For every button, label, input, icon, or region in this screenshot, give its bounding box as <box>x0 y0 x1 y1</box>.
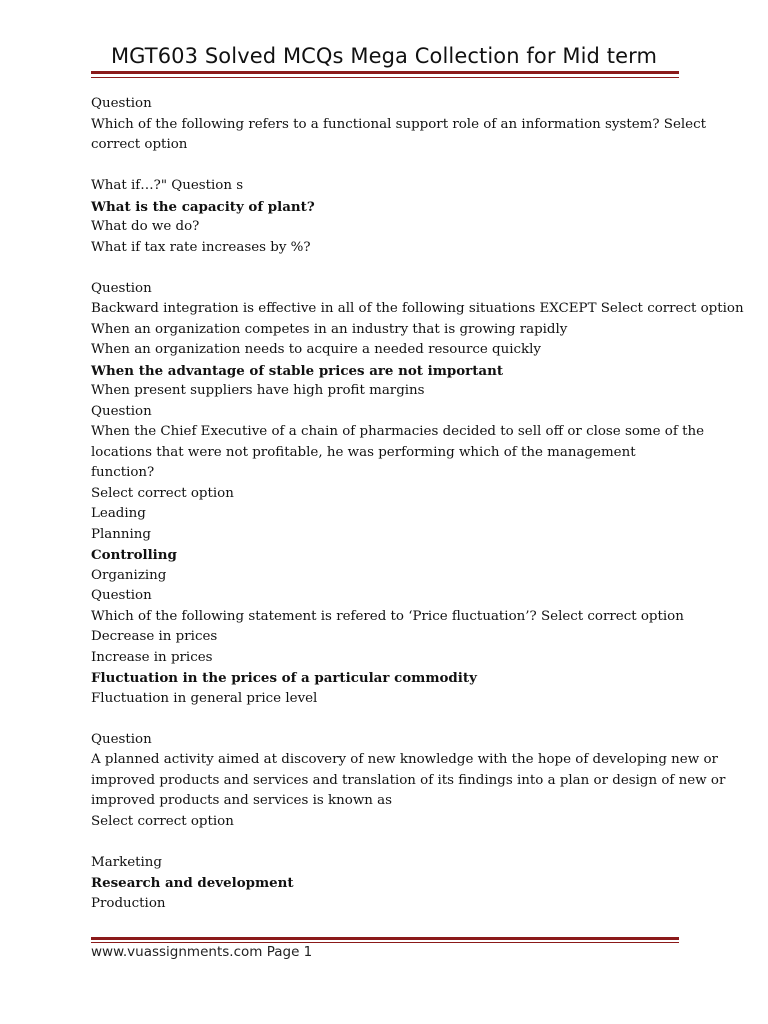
text-line: Fluctuation in general price level <box>91 690 318 706</box>
correct-answer: Controlling <box>91 547 177 563</box>
header-rule-bottom <box>91 77 679 78</box>
blank-line <box>91 258 691 279</box>
footer-rule-top <box>91 937 679 940</box>
footer-rule-bottom <box>91 942 679 943</box>
text-line: improved products and services and translation of its findings into a plan or design of new or <box>91 772 726 788</box>
text-line: Organizing <box>91 567 167 583</box>
footer-text: www.vuassignments.com Page 1 <box>91 944 313 960</box>
question-label: Question <box>91 588 152 603</box>
correct-answer: Research and development <box>91 875 294 891</box>
blank-line <box>91 156 691 177</box>
text-line: Production <box>91 895 166 911</box>
text-line: Which of the following statement is refered to ‘Price fluctuation’? Select correct option <box>91 608 684 624</box>
blank-line <box>91 709 691 730</box>
text-line: correct option <box>91 137 188 152</box>
correct-answer: When the advantage of stable prices are not important <box>91 362 504 379</box>
correct-answer: Fluctuation in the prices of a particular commodity <box>91 670 477 686</box>
text-line: Planning <box>91 526 152 542</box>
question-label: Question <box>91 96 152 111</box>
text-line: Leading <box>91 506 146 521</box>
question-label: Question <box>91 731 152 747</box>
document-body <box>91 94 744 914</box>
blank-line <box>91 832 691 853</box>
text-line: A planned activity aimed at discovery of new knowledge with the hope of developing new or <box>91 752 718 767</box>
text-line: When the Chief Executive of a chain of pharmacies decided to sell off or close some of the <box>91 424 704 439</box>
text-line: Select correct option <box>91 813 234 829</box>
text-line: function? <box>91 465 155 480</box>
text-line: When present suppliers have high profit margins <box>91 383 425 398</box>
text-line: What if tax rate increases by %? <box>91 239 311 255</box>
text-line: Select correct option <box>91 485 234 501</box>
text-line: What do we do? <box>91 219 200 234</box>
text-line: Increase in prices <box>91 649 213 665</box>
text-line: locations that were not profitable, he was performing which of the management <box>91 444 636 460</box>
text-line: improved products and services is known as <box>91 793 393 808</box>
text-line: Backward integration is effective in all of the following situations EXCEPT Select correct option <box>91 301 744 316</box>
text-line: What if…?" Question s <box>91 178 244 193</box>
text-line: Decrease in prices <box>91 629 218 644</box>
header-rule-top <box>91 71 679 74</box>
question-label: Question <box>91 280 152 296</box>
text-line: When an organization needs to acquire a needed resource quickly <box>91 342 541 357</box>
question-label: Question <box>91 403 152 419</box>
correct-answer: What is the capacity of plant? <box>91 198 315 215</box>
text-line: When an organization competes in an industry that is growing rapidly <box>91 321 568 337</box>
text-line: Marketing <box>91 854 162 870</box>
text-line: Which of the following refers to a functional support role of an information system? Select <box>91 116 706 132</box>
page-title: MGT603 Solved MCQs Mega Collection for Mid term <box>110 44 658 68</box>
